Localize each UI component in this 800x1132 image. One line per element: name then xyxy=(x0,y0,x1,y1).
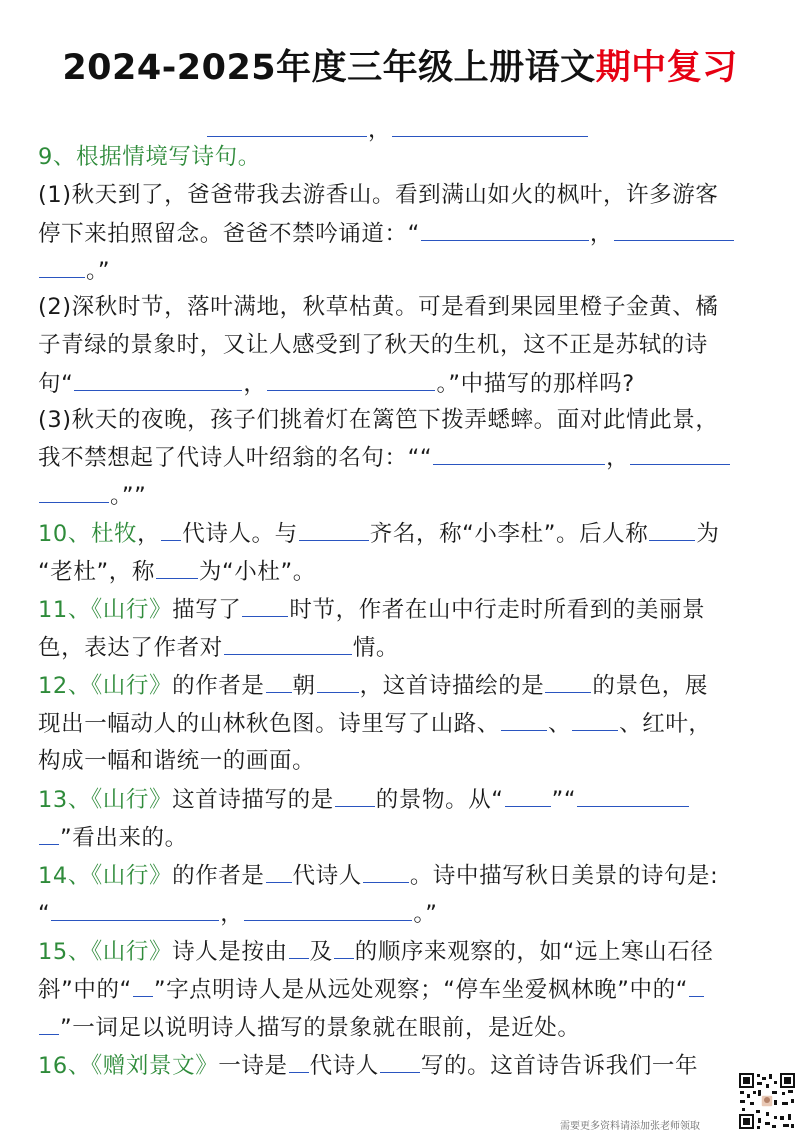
question-9-part1-line2: 停下来拍照留念。爸爸不禁吟诵道：“ ， xyxy=(38,218,735,249)
answer-blank[interactable] xyxy=(630,442,730,465)
question-11-line1: 11、《山行》描写了 时节，作者在山中行走时所看到的美丽景 xyxy=(38,594,705,625)
answer-blank[interactable] xyxy=(689,974,704,997)
answer-blank[interactable] xyxy=(649,518,695,541)
question-9-part3-line2: 我不禁想起了代诗人叶绍翁的名句：““ ， xyxy=(38,442,731,473)
answer-blank[interactable] xyxy=(207,114,367,137)
question-14-line1: 14、《山行》的作者是 代诗人 。诗中描写秋日美景的诗句是: xyxy=(38,860,718,891)
question-14-line2: “ ， 。” xyxy=(38,898,437,929)
question-15-line2: 斜”中的“ ”字点明诗人是从远处观察；“停车坐爱枫林晚”中的“ xyxy=(38,974,705,1005)
answer-blank[interactable] xyxy=(161,518,181,541)
answer-blank[interactable] xyxy=(51,898,219,921)
answer-blank[interactable] xyxy=(39,1012,59,1035)
question-11-line2: 色，表达了作者对 情。 xyxy=(38,632,399,663)
question-10-line1: 10、杜牧， 代诗人。与 齐名，称“小李杜”。后人称 为 xyxy=(38,518,720,549)
answer-blank[interactable] xyxy=(505,784,551,807)
answer-blank[interactable] xyxy=(299,518,369,541)
answer-blank[interactable] xyxy=(74,368,242,391)
question-12-line1: 12、《山行》的作者是 朝 ，这首诗描绘的是 的景色，展 xyxy=(38,670,708,701)
answer-blank[interactable] xyxy=(244,898,412,921)
question-12-line3: 构成一幅和谐统一的画面。 xyxy=(38,748,316,774)
answer-blank[interactable] xyxy=(289,1050,309,1073)
question-13-line2: ”看出来的。 xyxy=(38,822,188,853)
answer-blank[interactable] xyxy=(577,784,689,807)
answer-blank[interactable] xyxy=(335,784,375,807)
answer-blank[interactable] xyxy=(392,114,588,137)
top-answer-fragment: ， xyxy=(206,114,589,145)
qr-code-icon xyxy=(738,1072,796,1130)
question-9-part2-line3: 句“ ， 。”中描写的那样吗? xyxy=(38,368,635,399)
answer-blank[interactable] xyxy=(267,368,435,391)
answer-blank[interactable] xyxy=(266,860,292,883)
question-9-part3-line3: 。”” xyxy=(38,480,146,511)
answer-blank[interactable] xyxy=(545,670,591,693)
answer-blank[interactable] xyxy=(572,708,618,731)
answer-blank[interactable] xyxy=(363,860,409,883)
question-9-part1-line1: (1)秋天到了，爸爸带我去游香山。看到满山如火的枫叶，许多游客 xyxy=(38,182,719,208)
answer-blank[interactable] xyxy=(289,936,309,959)
answer-blank[interactable] xyxy=(266,670,292,693)
answer-blank[interactable] xyxy=(39,255,85,278)
question-13-line1: 13、《山行》这首诗描写的是 的景物。从“ ”“ xyxy=(38,784,690,815)
question-15-line3: ”一词足以说明诗人描写的景象就在眼前，是近处。 xyxy=(38,1012,580,1043)
question-16-line1: 16、《赠刘景文》一诗是 代诗人 写的。这首诗告诉我们一年 xyxy=(38,1050,698,1081)
answer-blank[interactable] xyxy=(39,480,109,503)
answer-blank[interactable] xyxy=(156,556,198,579)
footer-note: 需要更多资料请添加张老师领取 xyxy=(560,1121,700,1132)
question-12-line2: 现出一幅动人的山林秋色图。诗里写了山路、 、 、红叶， xyxy=(38,708,712,739)
title-highlight: 期中复习 xyxy=(595,48,738,88)
answer-blank[interactable] xyxy=(224,632,352,655)
answer-blank[interactable] xyxy=(614,218,734,241)
question-10-line2: “老杜”，称 为“小杜”。 xyxy=(38,556,316,587)
question-15-line1: 15、《山行》诗人是按由 及 的顺序来观察的，如“远上寒山石径 xyxy=(38,936,713,967)
question-9-part2-line2: 子青绿的景象时，又让人感受到了秋天的生机，这不正是苏轼的诗 xyxy=(38,332,708,358)
answer-blank[interactable] xyxy=(242,594,288,617)
answer-blank[interactable] xyxy=(39,822,59,845)
title-main: 2024-2025年度三年级上册语文 xyxy=(62,48,596,88)
question-9-part1-line3: 。” xyxy=(38,255,110,286)
answer-blank[interactable] xyxy=(501,708,547,731)
answer-blank[interactable] xyxy=(433,442,605,465)
answer-blank[interactable] xyxy=(380,1050,420,1073)
answer-blank[interactable] xyxy=(317,670,359,693)
question-9-part2-line1: (2)深秋时节，落叶满地，秋草枯黄。可是看到果园里橙子金黄、橘 xyxy=(38,294,719,320)
answer-blank[interactable] xyxy=(421,218,589,241)
answer-blank[interactable] xyxy=(133,974,153,997)
question-9-title: 9、根据情境写诗句。 xyxy=(38,144,261,170)
question-9-part3-line1: (3)秋天的夜晚，孩子们挑着灯在篱笆下拨弄蟋蟀。面对此情此景， xyxy=(38,407,719,433)
answer-blank[interactable] xyxy=(334,936,354,959)
page-title xyxy=(0,40,800,90)
